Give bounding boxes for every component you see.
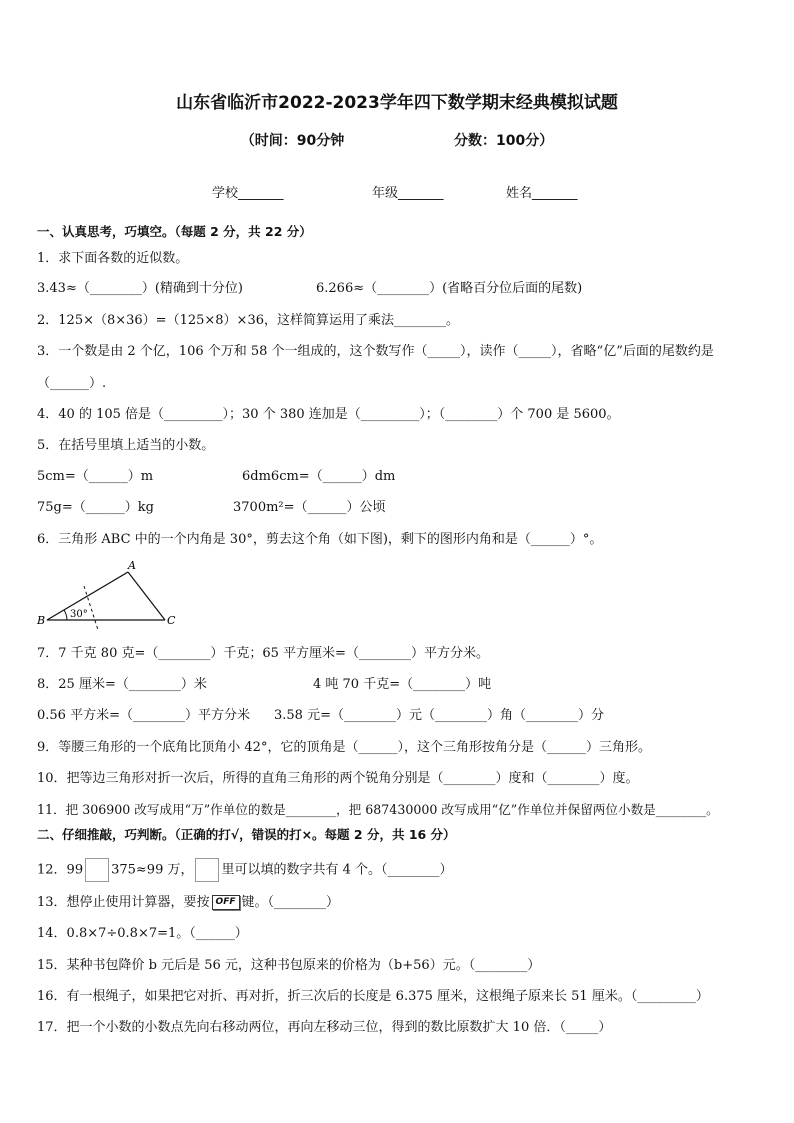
question-14: 14．0.8×7÷0.8×7=1。（______） <box>37 926 248 941</box>
angle-label: 30° <box>70 609 88 620</box>
name-field: 姓名_______ <box>506 186 578 201</box>
question-1-stem: 1．求下面各数的近似数。 <box>37 251 189 266</box>
question-13-part-b: 键。（________） <box>241 895 340 910</box>
label-b: B <box>37 614 46 627</box>
question-5-stem: 5．在括号里填上适当的小数。 <box>37 438 215 453</box>
question-5d: 3700m²=（______）公顷 <box>233 500 386 515</box>
question-8d: 3.58 元=（________）元（________）角（________）分 <box>274 708 604 723</box>
question-8a: 8．25 厘米=（________）米 <box>37 677 207 692</box>
answer-box <box>85 858 109 882</box>
school-field: 学校_______ <box>212 186 284 201</box>
question-5a: 5cm=（______）m <box>37 469 154 484</box>
question-12 <box>37 858 453 883</box>
label-c: C <box>167 614 176 627</box>
question-13 <box>37 895 339 911</box>
question-5b: 6dm6cm=（______）dm <box>242 469 396 484</box>
question-13-part-a: 13．想停止使用计算器，要按 <box>37 895 210 910</box>
question-3-line1: 3．一个数是由 2 个亿，106 个万和 58 个一组成的，这个数写作（_____），读作（_____），省略“亿”后面的尾数约是 <box>37 344 714 359</box>
section-2-heading: 二、仔细推敲，巧判断。（正确的打√，错误的打×。每题 2 分，共 16 分） <box>37 827 456 842</box>
page-title: 山东省临沂市2022-2023学年四下数学期末经典模拟试题 <box>176 93 618 113</box>
question-8b: 4 吨 70 千克=（________）吨 <box>313 677 492 692</box>
section-1-heading: 一、认真思考，巧填空。（每题 2 分，共 22 分） <box>37 224 312 239</box>
question-12-part-a: 12．99 <box>37 862 84 878</box>
question-10: 10．把等边三角形对折一次后，所得的直角三角形的两个锐角分别是（________）度和（________）度。 <box>37 771 639 786</box>
question-1a: 3.43≈（________）(精确到十分位) <box>37 281 243 296</box>
question-8c: 0.56 平方米=（________）平方分米 <box>37 708 250 723</box>
question-12-part-c: 里可以填的数字共有 4 个。（________） <box>221 862 453 878</box>
angle-arc <box>64 610 67 620</box>
question-4: 4．40 的 105 倍是（_________）；30 个 380 连加是（_________）；（________）个 700 是 5600。 <box>37 407 620 422</box>
question-16: 16．有一根绳子，如果把它对折、再对折，折三次后的长度是 6.375 厘米，这根绳子原来长 51 厘米。（_________） <box>37 989 709 1004</box>
answer-box <box>195 858 219 882</box>
question-3-line2: （______）. <box>37 376 107 391</box>
question-9: 9．等腰三角形的一个底角比顶角小 42°，它的顶角是（______），这个三角形按角分是（______）三角形。 <box>37 740 651 755</box>
question-6: 6．三角形 ABC 中的一个内角是 30°，剪去这个角（如下图)，剩下的图形内角和是（______）°。 <box>37 532 603 547</box>
question-2: 2．125×（8×36）=（125×8）×36，这样简算运用了乘法________。 <box>37 313 459 328</box>
grade-field: 年级_______ <box>372 186 444 201</box>
cut-line <box>84 586 98 630</box>
label-a: A <box>128 559 136 572</box>
question-7: 7．7 千克 80 克=（________）千克；65 平方厘米=（________）平方分米。 <box>37 646 489 661</box>
question-15: 15．某种书包降价 b 元后是 56 元，这种书包原来的价格为（b+56）元。（________） <box>37 958 541 973</box>
question-17: 17．把一个小数的小数点先向右移动两位，再向左移动三位，得到的数比原数扩大 10 倍．（_____） <box>37 1020 612 1035</box>
question-1b: 6.266≈（________）(省略百分位后面的尾数) <box>316 281 583 296</box>
exam-subtitle <box>0 130 794 150</box>
question-5c: 75g=（______）kg <box>37 500 154 515</box>
triangle-side-ac <box>128 572 165 620</box>
off-key-icon: OFF <box>212 895 240 910</box>
score-info: 分数：100分） <box>454 133 554 149</box>
question-12-part-b: 375≈99 万， <box>111 862 194 878</box>
time-info: （时间：90分钟 <box>240 133 345 149</box>
question-11: 11．把 306900 改写成用“万”作单位的数是________，把 687430000 改写成用“亿”作单位并保留两位小数是________。 <box>37 802 719 817</box>
triangle-figure <box>34 558 184 630</box>
